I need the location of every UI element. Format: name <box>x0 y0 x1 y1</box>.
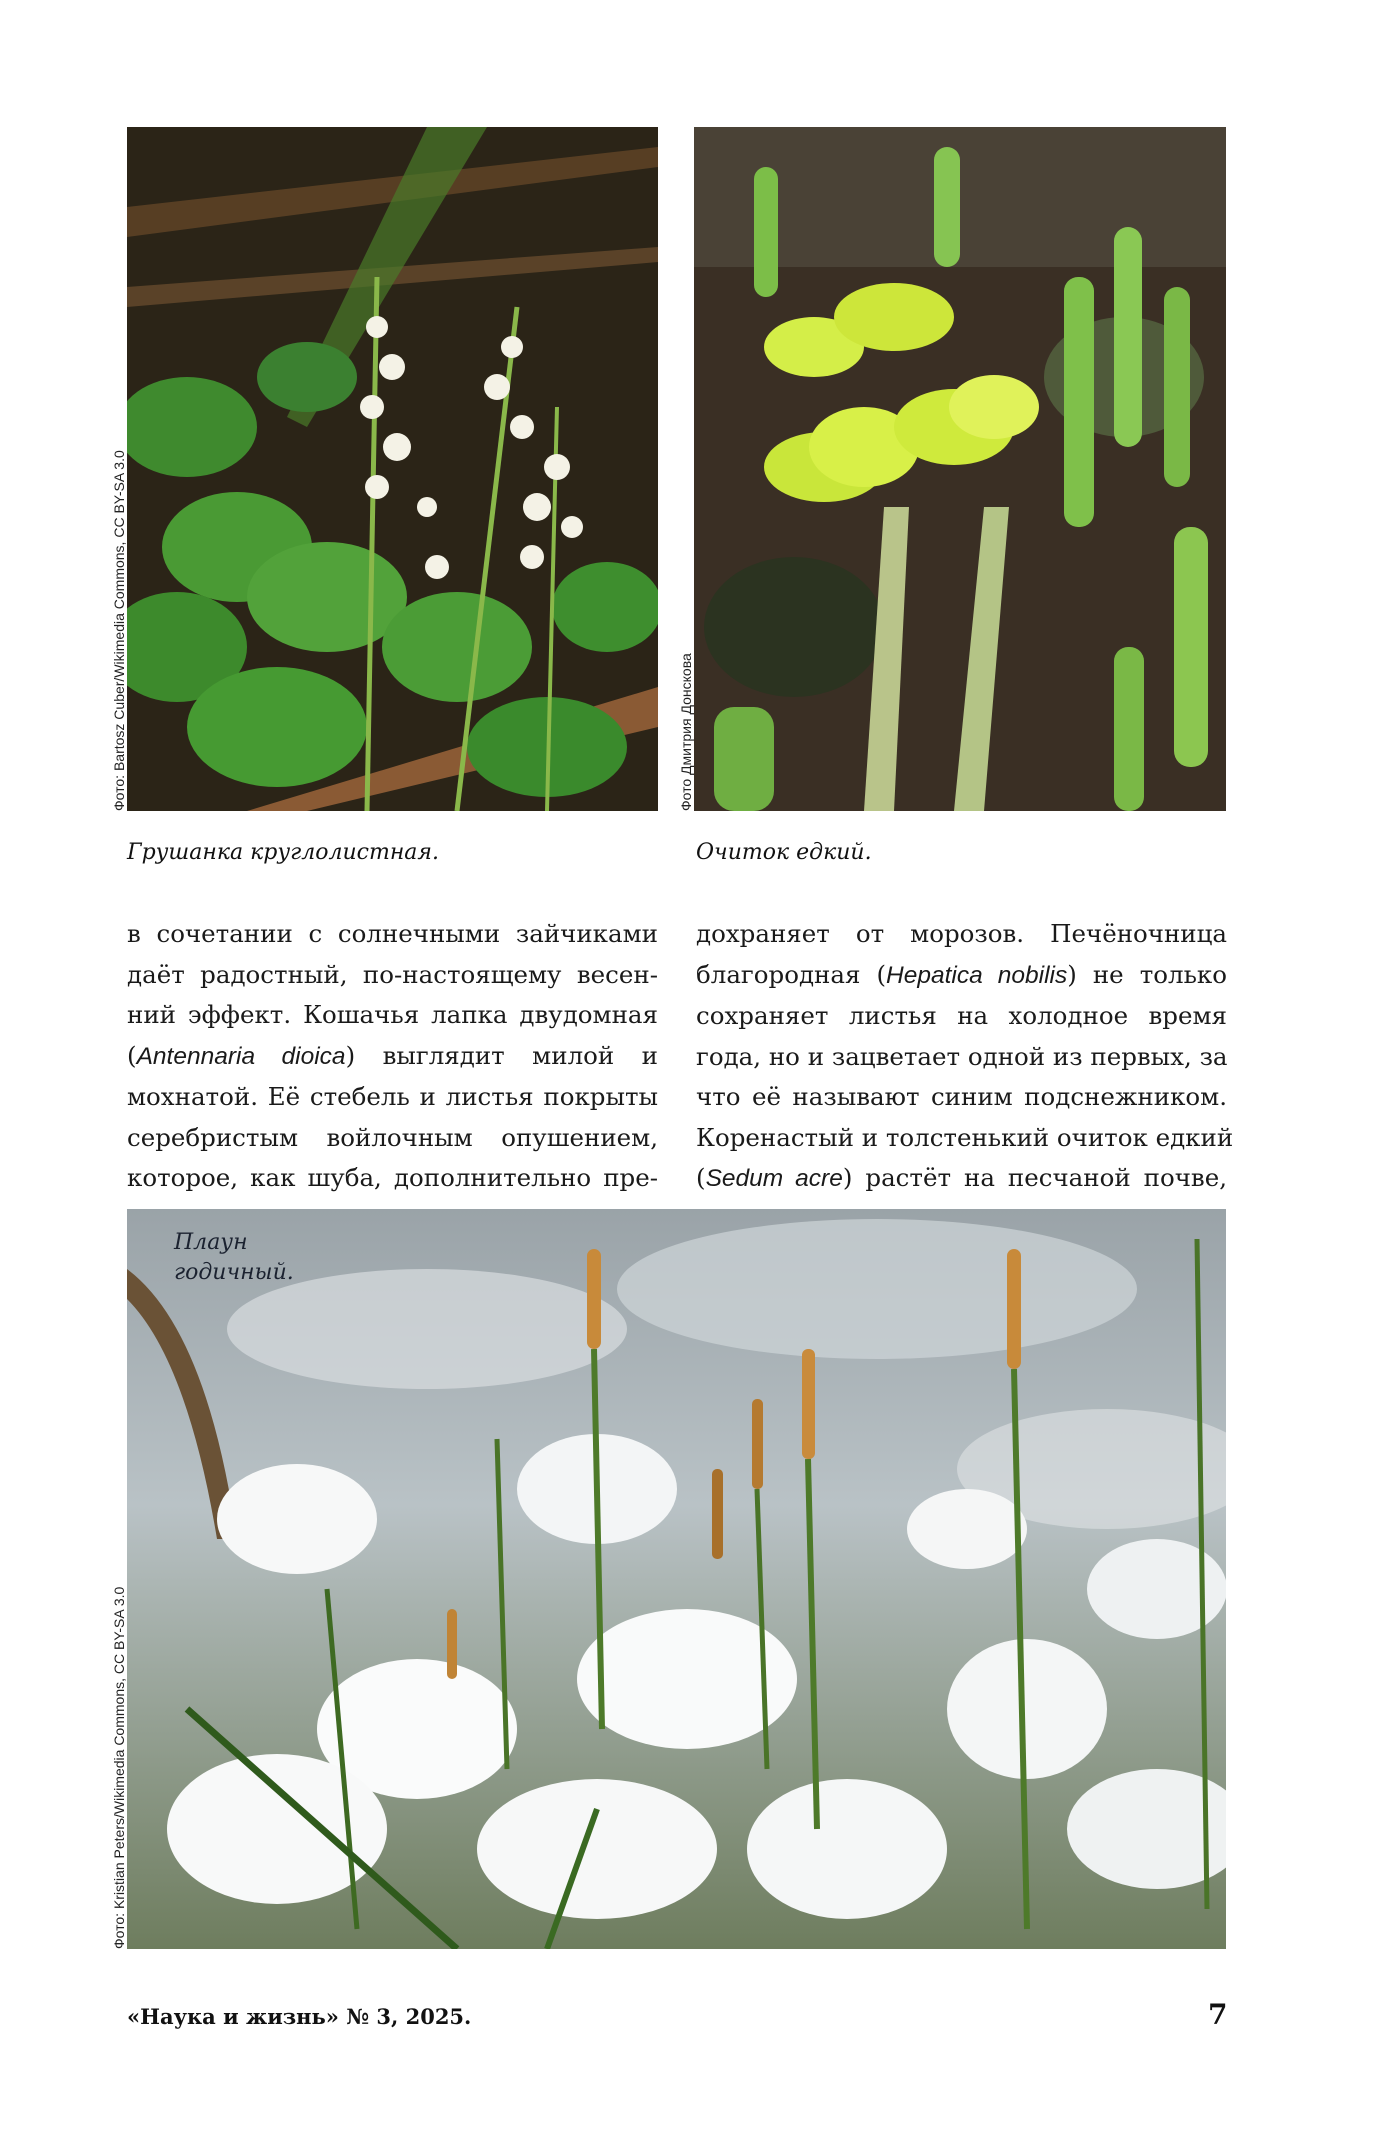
photo-wintergreen <box>127 127 658 811</box>
text-line: даёт радостный, по-настоящему весен- <box>127 959 658 989</box>
photo-sedum <box>694 127 1226 811</box>
journal-footer: «Наука и жизнь» № 3, 2025. <box>127 2004 472 2029</box>
page-number: 7 <box>1208 1998 1228 2031</box>
clubmoss-illustration <box>127 1209 1226 1949</box>
text-line: серебристым войлочным опушением, <box>127 1122 658 1152</box>
text-line: в сочетании с солнечными зайчиками <box>127 919 658 948</box>
text-line: (Antennaria dioica) выглядит милой и <box>127 1040 659 1070</box>
latin-name: Antennaria dioica <box>136 1042 346 1070</box>
text-line: сохраняет листья на холодное время <box>696 1001 1227 1030</box>
text-line: ний эффект. Кошачья лапка двудомная <box>127 1000 658 1029</box>
text-line <box>696 955 1227 997</box>
caption-line: Плаун <box>174 1230 248 1255</box>
text-line: года, но и зацветает одной из первых, за <box>696 1041 1228 1071</box>
text-line: дохраняет от морозов. Печёночница <box>696 919 1227 948</box>
latin-name: Sedum acre <box>705 1165 843 1192</box>
caption-line: годичный. <box>174 1260 294 1285</box>
photo-credit: Фото: Bartosz Cuber/Wikimedia Commons, CC BY-SA 3.0 <box>111 450 127 811</box>
photo-caption: Очиток едкий. <box>696 840 872 865</box>
sedum-illustration <box>694 127 1226 811</box>
photo-clubmoss <box>127 1209 1226 1949</box>
text-line: что её называют синим подснежником. <box>696 1082 1227 1111</box>
photo-credit: Фото: Kristian Peters/Wikimedia Commons, CC BY-SA 3.0 <box>111 1586 127 1949</box>
photo-caption <box>174 1228 294 1288</box>
photo-caption: Грушанка круглолистная. <box>127 840 439 865</box>
text-fragment: благородная ( <box>696 959 887 989</box>
text-fragment: ) выглядит милой и <box>345 1040 659 1070</box>
left-text-column <box>127 914 658 1199</box>
latin-name: Hepatica nobilis <box>886 961 1068 989</box>
wintergreen-illustration <box>127 127 658 811</box>
photo-credit: Фото Дмитрия Донскова <box>678 653 694 811</box>
text-line: (Sedum acre) растёт на песчаной почве, <box>696 1163 1227 1192</box>
text-fragment: ) растёт на песчаной почве, <box>842 1163 1227 1192</box>
right-text-column <box>696 914 1234 1200</box>
text-line: Коренастый и толстенький очиток едкий <box>696 1122 1234 1152</box>
text-fragment: ) не только <box>1067 959 1227 989</box>
text-line: которое, как шуба, дополнительно пре- <box>127 1163 658 1192</box>
text-line: мохнатой. Её стебель и листья покрыты <box>127 1082 658 1111</box>
